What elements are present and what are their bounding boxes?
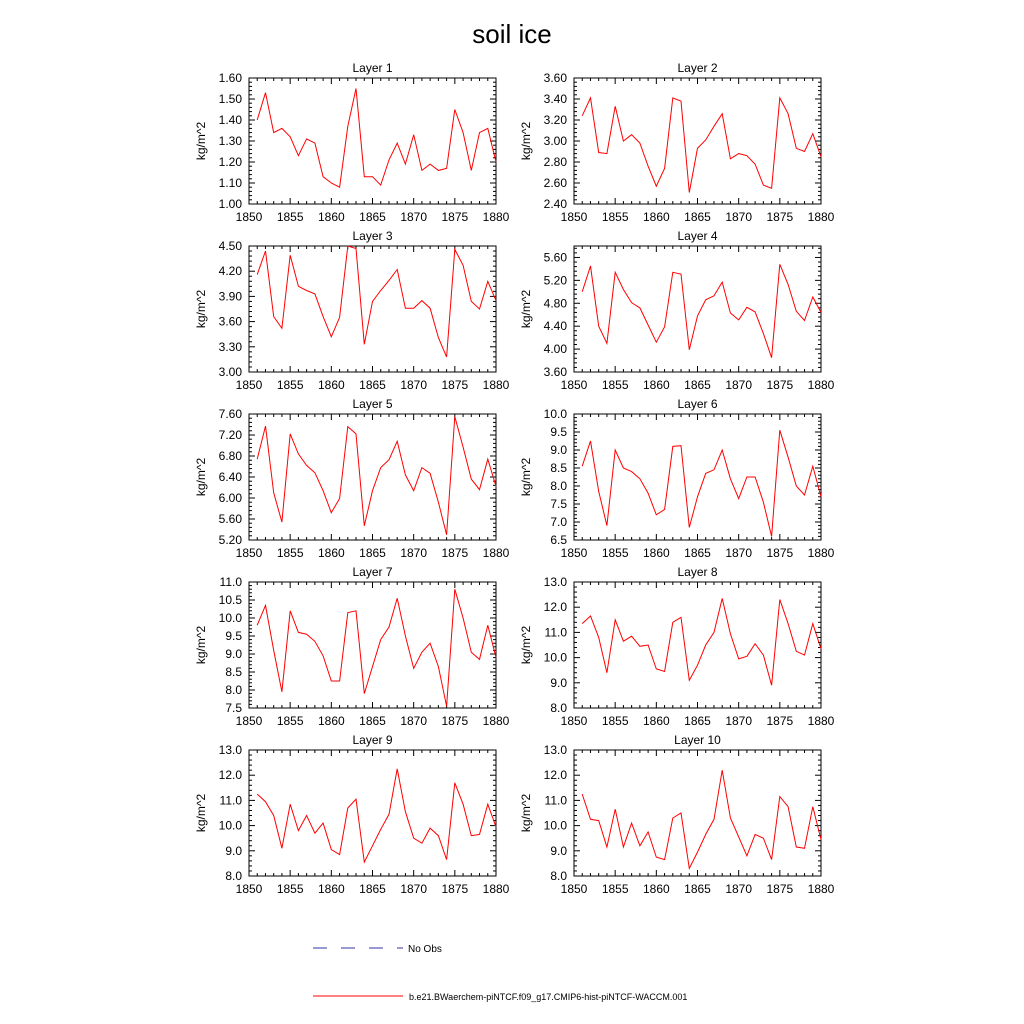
series-line <box>257 246 496 357</box>
y-tick-label: 10.0 <box>543 818 567 833</box>
y-tick-label: 3.20 <box>543 113 567 127</box>
y-tick-label: 10.5 <box>218 593 242 607</box>
series-line <box>582 98 821 193</box>
y-tick-label: 9.5 <box>225 629 242 643</box>
x-tick-label: 1860 <box>317 882 345 896</box>
x-tick-label: 1865 <box>684 714 711 728</box>
y-tick-label: 9.5 <box>550 425 567 439</box>
panel-layer-6 <box>519 397 835 560</box>
y-tick-label: 11.0 <box>219 575 242 589</box>
x-tick-label: 1865 <box>359 546 386 560</box>
x-tick-label: 1855 <box>276 546 304 560</box>
y-tick-label: 6.00 <box>218 491 242 505</box>
y-tick-label: 13.0 <box>218 743 242 757</box>
x-tick-label: 1870 <box>400 210 428 224</box>
series-line <box>582 598 821 685</box>
y-tick-label: 9.0 <box>225 647 242 661</box>
y-tick-label: 4.50 <box>218 239 242 253</box>
x-tick-label: 1870 <box>725 210 753 224</box>
y-tick-label: 1.00 <box>218 197 242 211</box>
panel-layer-10 <box>519 733 835 896</box>
y-tick-label: 7.0 <box>550 515 567 529</box>
x-tick-label: 1875 <box>441 714 469 728</box>
x-tick-label: 1855 <box>276 210 304 224</box>
x-tick-label: 1870 <box>400 378 428 392</box>
x-tick-label: 1865 <box>359 714 386 728</box>
x-tick-label: 1880 <box>807 546 835 560</box>
plot-frame <box>249 78 496 204</box>
x-tick-label: 1850 <box>560 210 588 224</box>
y-tick-label: 2.80 <box>543 155 567 169</box>
y-tick-label: 7.5 <box>550 497 567 511</box>
y-tick-label: 6.5 <box>550 533 567 547</box>
y-tick-label: 3.00 <box>543 134 567 148</box>
series-line <box>582 430 821 536</box>
panel-layer-9 <box>194 733 510 896</box>
y-tick-label: 1.40 <box>218 113 242 127</box>
x-tick-label: 1870 <box>725 546 753 560</box>
plot-frame <box>249 582 496 708</box>
y-tick-label: 12.0 <box>543 600 567 615</box>
y-tick-label: 10.0 <box>543 650 567 665</box>
x-tick-label: 1880 <box>482 714 510 728</box>
x-tick-label: 1860 <box>317 378 345 392</box>
y-axis-label: kg/m^2 <box>194 625 208 665</box>
panel-layer-1 <box>194 61 510 224</box>
y-tick-label: 11.0 <box>219 793 242 808</box>
x-tick-label: 1865 <box>684 546 711 560</box>
y-tick-label: 8.0 <box>225 683 242 697</box>
y-tick-label: 9.0 <box>550 443 567 457</box>
x-tick-label: 1875 <box>766 378 794 392</box>
y-tick-label: 8.5 <box>225 665 242 679</box>
panel-title: Layer 2 <box>677 61 718 75</box>
x-tick-label: 1865 <box>359 378 386 392</box>
panel-title: Layer 6 <box>677 397 718 411</box>
y-tick-label: 5.60 <box>218 512 242 526</box>
x-tick-label: 1875 <box>766 546 794 560</box>
x-tick-label: 1860 <box>642 378 670 392</box>
x-tick-label: 1875 <box>766 882 794 896</box>
series-line <box>257 589 496 706</box>
x-tick-label: 1865 <box>684 378 711 392</box>
x-tick-label: 1875 <box>766 210 794 224</box>
x-tick-label: 1865 <box>359 210 386 224</box>
x-tick-label: 1880 <box>807 714 835 728</box>
x-tick-label: 1870 <box>400 882 428 896</box>
series-line <box>257 769 496 862</box>
panel-layer-2 <box>519 61 835 224</box>
x-tick-label: 1850 <box>235 210 263 224</box>
y-tick-label: 3.30 <box>218 339 242 354</box>
x-tick-label: 1865 <box>684 210 711 224</box>
y-tick-label: 5.20 <box>543 273 567 288</box>
y-tick-label: 1.10 <box>218 176 242 190</box>
y-axis-label: kg/m^2 <box>194 793 208 833</box>
x-tick-label: 1855 <box>276 882 304 896</box>
panel-layer-8 <box>519 565 835 728</box>
y-tick-label: 10.0 <box>218 611 242 625</box>
series-line <box>582 770 821 868</box>
y-tick-label: 5.20 <box>218 533 242 547</box>
y-tick-label: 7.60 <box>218 407 242 421</box>
y-axis-label: kg/m^2 <box>194 289 208 329</box>
x-tick-label: 1875 <box>441 378 469 392</box>
x-tick-label: 1860 <box>642 882 670 896</box>
plot-frame <box>574 750 821 876</box>
y-axis-label: kg/m^2 <box>519 625 533 665</box>
y-tick-label: 10.0 <box>218 818 242 833</box>
x-tick-label: 1855 <box>601 714 629 728</box>
y-tick-label: 5.60 <box>543 250 567 265</box>
x-tick-label: 1855 <box>601 378 629 392</box>
y-tick-label: 4.00 <box>543 342 567 357</box>
x-tick-label: 1855 <box>276 714 304 728</box>
x-tick-label: 1860 <box>317 714 345 728</box>
panel-title: Layer 9 <box>352 733 393 747</box>
y-tick-label: 13.0 <box>543 575 567 589</box>
x-tick-label: 1850 <box>560 882 588 896</box>
x-tick-label: 1870 <box>725 882 753 896</box>
x-tick-label: 1860 <box>642 210 670 224</box>
y-tick-label: 11.0 <box>544 793 567 808</box>
x-tick-label: 1855 <box>601 546 629 560</box>
y-tick-label: 9.0 <box>550 843 567 858</box>
x-tick-label: 1850 <box>560 378 588 392</box>
panels <box>194 61 835 896</box>
x-tick-label: 1855 <box>276 378 304 392</box>
x-tick-label: 1865 <box>359 882 386 896</box>
legend <box>313 944 687 1002</box>
panel-title: Layer 7 <box>352 565 393 579</box>
y-axis-label: kg/m^2 <box>519 289 533 329</box>
y-tick-label: 8.5 <box>550 461 567 475</box>
y-tick-label: 8.0 <box>225 869 242 883</box>
y-tick-label: 4.20 <box>218 264 242 279</box>
panel-layer-3 <box>194 229 510 392</box>
y-tick-label: 8.0 <box>550 869 567 883</box>
y-tick-label: 4.40 <box>543 319 567 334</box>
x-tick-label: 1880 <box>807 210 835 224</box>
y-axis-label: kg/m^2 <box>519 793 533 833</box>
y-tick-label: 1.50 <box>218 92 242 106</box>
x-tick-label: 1880 <box>482 882 510 896</box>
x-tick-label: 1875 <box>441 546 469 560</box>
y-axis-label: kg/m^2 <box>194 121 208 161</box>
x-tick-label: 1850 <box>235 378 263 392</box>
plot-frame <box>574 414 821 540</box>
legend-model-label: b.e21.BWaerchem-piNTCF.f09_g17.CMIP6-hist-piNTCF-WACCM.001 <box>409 992 688 1002</box>
x-tick-label: 1880 <box>807 882 835 896</box>
x-tick-label: 1850 <box>235 882 263 896</box>
x-tick-label: 1875 <box>441 210 469 224</box>
panel-layer-7 <box>194 565 510 728</box>
y-tick-label: 2.60 <box>543 176 567 190</box>
x-tick-label: 1875 <box>766 714 794 728</box>
x-tick-label: 1875 <box>441 882 469 896</box>
x-tick-label: 1855 <box>601 882 629 896</box>
x-tick-label: 1855 <box>601 210 629 224</box>
x-tick-label: 1870 <box>725 378 753 392</box>
y-tick-label: 6.40 <box>218 470 242 484</box>
x-tick-label: 1880 <box>807 378 835 392</box>
y-tick-label: 7.20 <box>218 428 242 442</box>
x-tick-label: 1850 <box>560 546 588 560</box>
panel-title: Layer 5 <box>352 397 393 411</box>
y-tick-label: 8.0 <box>550 479 567 493</box>
y-tick-label: 1.20 <box>218 155 242 169</box>
y-tick-label: 2.40 <box>543 197 567 211</box>
series-line <box>257 417 496 535</box>
y-tick-label: 3.00 <box>218 365 242 379</box>
x-tick-label: 1860 <box>317 210 345 224</box>
x-tick-label: 1850 <box>235 546 263 560</box>
y-tick-label: 3.60 <box>543 365 567 379</box>
panel-title: Layer 4 <box>677 229 718 243</box>
x-tick-label: 1880 <box>482 378 510 392</box>
x-tick-label: 1870 <box>400 714 428 728</box>
series-line <box>582 264 821 357</box>
x-tick-label: 1850 <box>235 714 263 728</box>
x-tick-label: 1865 <box>684 882 711 896</box>
panel-layer-4 <box>519 229 835 392</box>
y-axis-label: kg/m^2 <box>519 457 533 497</box>
legend-obs-label: No Obs <box>408 944 442 955</box>
series-line <box>257 89 496 188</box>
x-tick-label: 1850 <box>560 714 588 728</box>
panel-title: Layer 1 <box>352 61 393 75</box>
x-tick-label: 1880 <box>482 546 510 560</box>
y-tick-label: 9.0 <box>225 843 242 858</box>
plot-frame <box>574 78 821 204</box>
x-tick-label: 1870 <box>725 714 753 728</box>
panel-title: Layer 8 <box>677 565 718 579</box>
y-tick-label: 11.0 <box>544 625 567 640</box>
y-tick-label: 6.80 <box>218 449 242 463</box>
x-tick-label: 1860 <box>642 714 670 728</box>
plot-frame <box>249 246 496 372</box>
figure-title: soil ice <box>472 19 552 49</box>
x-tick-label: 1870 <box>400 546 428 560</box>
y-tick-label: 13.0 <box>543 743 567 757</box>
x-tick-label: 1860 <box>642 546 670 560</box>
x-tick-label: 1880 <box>482 210 510 224</box>
y-tick-label: 3.90 <box>218 289 242 304</box>
y-axis-label: kg/m^2 <box>519 121 533 161</box>
y-tick-label: 3.60 <box>543 71 567 85</box>
plot-frame <box>249 750 496 876</box>
y-tick-label: 7.5 <box>225 701 242 715</box>
y-tick-label: 8.0 <box>550 701 567 715</box>
panel-title: Layer 3 <box>352 229 393 243</box>
y-tick-label: 10.0 <box>543 407 567 421</box>
y-tick-label: 4.80 <box>543 296 567 311</box>
x-tick-label: 1860 <box>317 546 345 560</box>
y-tick-label: 3.60 <box>218 314 242 329</box>
y-tick-label: 12.0 <box>218 768 242 783</box>
y-tick-label: 1.30 <box>218 134 242 148</box>
panel-layer-5 <box>194 397 510 560</box>
y-tick-label: 12.0 <box>543 768 567 783</box>
panel-title: Layer 10 <box>674 733 721 747</box>
y-tick-label: 3.40 <box>543 92 567 106</box>
y-axis-label: kg/m^2 <box>194 457 208 497</box>
y-tick-label: 1.60 <box>218 71 242 85</box>
y-tick-label: 9.0 <box>550 675 567 690</box>
